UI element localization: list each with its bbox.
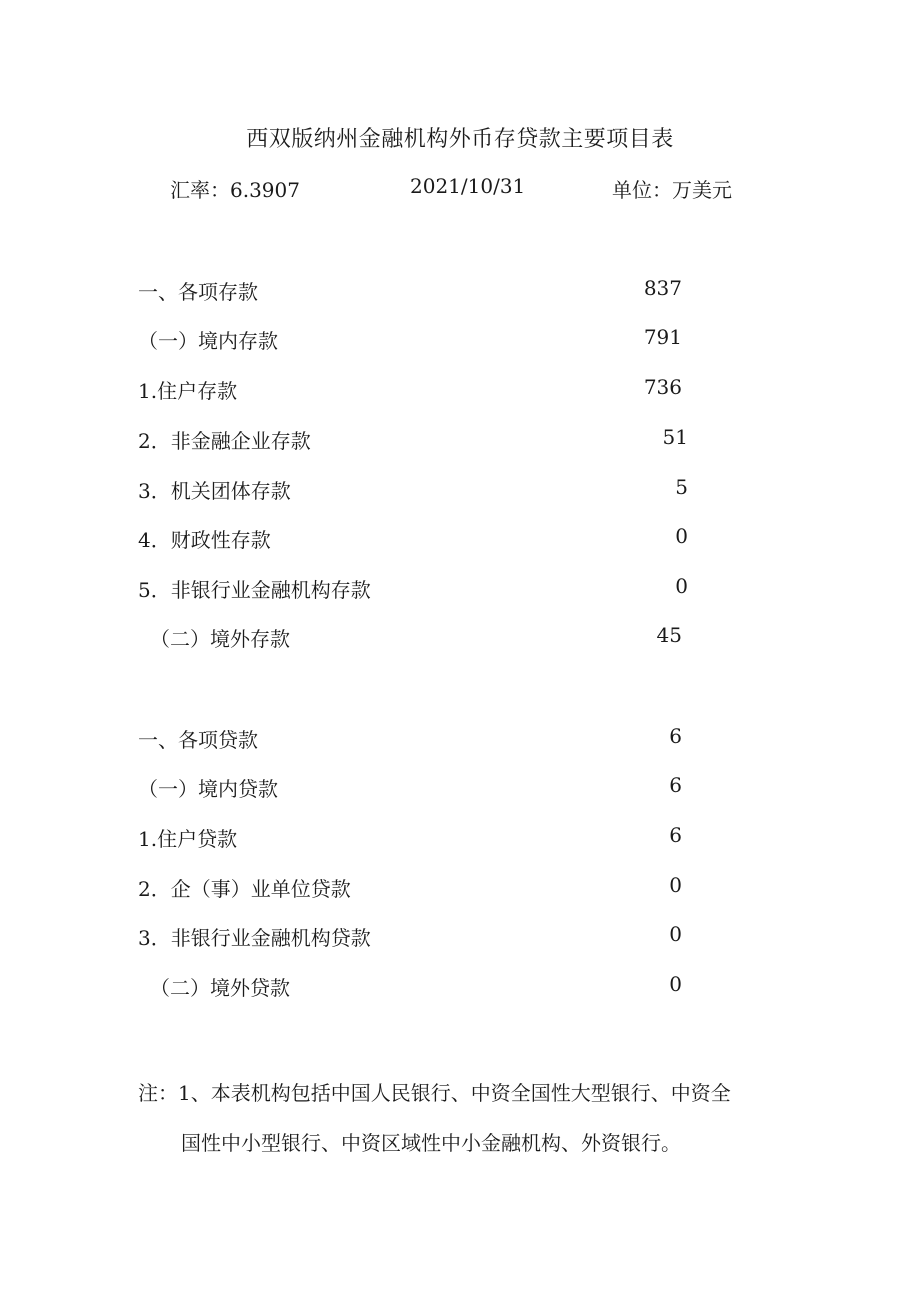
table-row-domestic-deposits [0, 325, 920, 357]
row-label: 1.住户贷款 [138, 827, 238, 851]
row-value: 6 [669, 823, 682, 847]
row-value: 6 [669, 724, 682, 748]
table-row-enterprise-loans [0, 873, 920, 905]
row-label: 一、各项贷款 [138, 728, 258, 752]
row-value: 45 [656, 623, 682, 647]
row-label: 一、各项存款 [138, 280, 258, 304]
table-row-overseas-loans [0, 972, 920, 1004]
table-row-government-org-deposits [0, 475, 920, 507]
unit-label: 单位：万美元 [612, 178, 732, 202]
table-row-domestic-loans [0, 773, 920, 805]
table-row-household-deposits [0, 375, 920, 407]
table-row-household-loans [0, 823, 920, 855]
table-row-loans-total [0, 724, 920, 756]
table-row-fiscal-deposits [0, 524, 920, 556]
row-value: 0 [675, 574, 688, 598]
row-value: 6 [669, 773, 682, 797]
table-row-overseas-deposits [0, 623, 920, 655]
row-label: 5．非银行业金融机构存款 [138, 578, 371, 602]
row-value: 791 [643, 325, 682, 349]
row-label: （二）境外贷款 [150, 976, 290, 1000]
row-label: 2．企（事）业单位贷款 [138, 877, 351, 901]
row-label: 4．财政性存款 [138, 528, 271, 552]
row-value: 51 [662, 425, 688, 449]
row-value: 0 [669, 922, 682, 946]
page-title: 西双版纳州金融机构外币存贷款主要项目表 [246, 127, 674, 152]
table-row-deposits-total [0, 276, 920, 308]
row-value: 5 [675, 475, 688, 499]
table-row-nonbank-fi-deposits [0, 574, 920, 606]
row-label: 3．非银行业金融机构贷款 [138, 926, 371, 950]
row-label: （一）境内存款 [138, 329, 278, 353]
row-value: 0 [669, 972, 682, 996]
row-value: 0 [669, 873, 682, 897]
row-label: 2．非金融企业存款 [138, 429, 311, 453]
table-row-nonbank-fi-loans [0, 922, 920, 954]
row-label: 1.住户存款 [138, 379, 238, 403]
row-value: 736 [643, 375, 682, 399]
footnote-line-1: 注：1、本表机构包括中国人民银行、中资全国性大型银行、中资全 [138, 1081, 731, 1105]
report-date: 2021/10/31 [410, 174, 526, 198]
footnote-line-2: 国性中小型银行、中资区域性中小金融机构、外资银行。 [181, 1131, 681, 1155]
row-label: （二）境外存款 [150, 627, 290, 651]
table-row-nonfinancial-enterprise-deposits [0, 425, 920, 457]
row-label: 3．机关团体存款 [138, 479, 291, 503]
row-value: 837 [643, 276, 682, 300]
exchange-rate: 汇率：6.3907 [170, 178, 300, 202]
row-value: 0 [675, 524, 688, 548]
row-label: （一）境内贷款 [138, 777, 278, 801]
